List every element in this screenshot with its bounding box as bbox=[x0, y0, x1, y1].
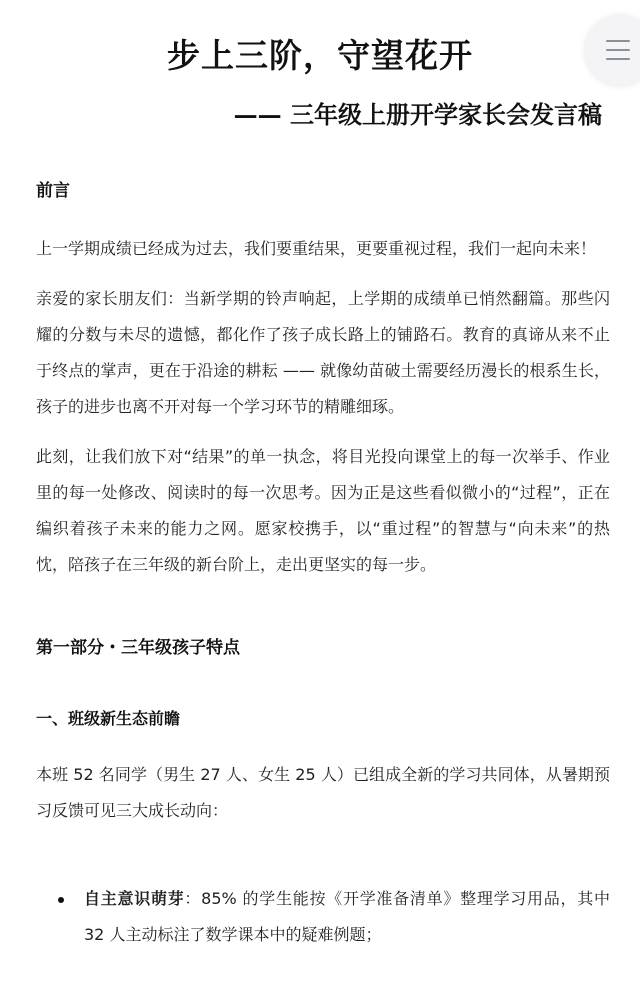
preface-paragraph-1: 上一学期成绩已经成为过去，我们要重结果，更要重视过程，我们一起向未来！ bbox=[36, 239, 597, 258]
bullet-text bbox=[84, 881, 610, 953]
list-item bbox=[36, 881, 610, 953]
bullet-body: ：85% 的学生能按《开学准备清单》整理学习用品，其中 32 人主动标注了数学课本中的疑难例题； bbox=[84, 889, 610, 944]
part-one-heading: 第一部分・三年级孩子特点 bbox=[36, 638, 240, 658]
document-body bbox=[36, 172, 610, 953]
bullet-title: 自主意识萌芽 bbox=[84, 889, 185, 908]
section-one-intro: 本班 52 名同学（男生 27 人、女生 25 人）已组成全新的学习共同体，从暑期预习反馈可见三大成长动向： bbox=[36, 765, 610, 820]
preface-heading: 前言 bbox=[36, 181, 70, 201]
section-one-heading: 一、班级新生态前瞻 bbox=[36, 709, 181, 728]
document-title: 步上三阶，守望花开 bbox=[167, 36, 473, 75]
bullet-dot-icon bbox=[58, 897, 64, 903]
preface-paragraph-2: 亲爱的家长朋友们：当新学期的铃声响起，上学期的成绩单已悄然翻篇。那些闪耀的分数与未尽的遗憾，都化作了孩子成长路上的铺路石。教育的真谛从来不止于终点的掌声，更在于沿途的耕耘 —— 就像幼苗破土需要经历漫长的根系生长，孩子的进步也离不开对每一个学习环节的精雕细琢。 bbox=[36, 289, 610, 416]
document-subtitle: —— 三年级上册开学家长会发言稿 bbox=[233, 100, 602, 129]
preface-paragraph-3: 此刻，让我们放下对“结果”的单一执念，将目光投向课堂上的每一次举手、作业里的每一处修改、阅读时的每一次思考。因为正是这些看似微小的“过程”，正在编织着孩子未来的能力之网。愿家校携手，以“重过程”的智慧与“向未来”的热忱，陪孩子在三年级的新台阶上，走出更坚实的每一步。 bbox=[36, 447, 610, 574]
